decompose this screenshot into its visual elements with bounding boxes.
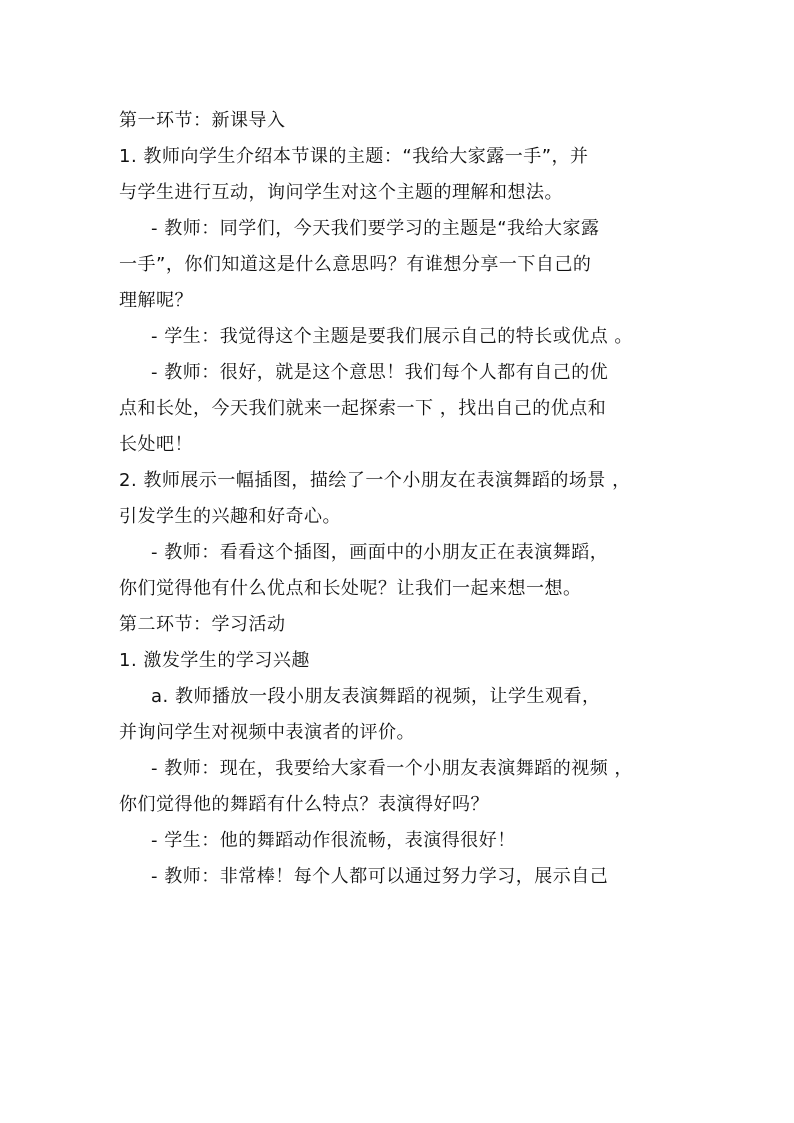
paragraph-line: 与学生进行互动，询问学生对这个主题的理解和想法。 [119, 182, 563, 203]
dialogue-line: - 教师：非常棒！每个人都可以通过努力学习，展示自己 [151, 866, 609, 887]
paragraph-line: 理解呢？ [119, 290, 193, 311]
paragraph-line: 1. 教师向学生介绍本节课的主题：“我给大家露一手”，并 [119, 146, 589, 167]
dialogue-line: - 教师：看看这个插图，画面中的小朋友正在表演舞蹈， [151, 542, 609, 563]
paragraph-line: 并询问学生对视频中表演者的评价。 [119, 722, 415, 743]
paragraph-line: 2. 教师展示一幅插图，描绘了一个小朋友在表演舞蹈的场景 ， [119, 470, 631, 491]
dialogue-line: - 教师：同学们，今天我们要学习的主题是“我给大家露 [151, 218, 600, 239]
dialogue-line: - 学生：他的舞蹈动作很流畅，表演得很好！ [151, 830, 516, 851]
paragraph-line: 引发学生的兴趣和好奇心。 [119, 506, 341, 527]
paragraph-line: 你们觉得他的舞蹈有什么特点？表演得好吗？ [119, 794, 489, 815]
dialogue-line: - 教师：现在，我要给大家看一个小朋友表演舞蹈的视频 ， [151, 758, 633, 779]
paragraph-line: 长处吧！ [119, 434, 193, 455]
paragraph-line: 点和长处，今天我们就来一起探索一下 ，找出自己的优点和 [119, 398, 607, 419]
dialogue-line: - 学生：我觉得这个主题是要我们展示自己的特长或优点 。 [151, 326, 633, 347]
paragraph-line: 你们觉得他有什么优点和长处呢？让我们一起来想一想。 [119, 578, 582, 599]
section-heading-2: 第二环节：学习活动 [119, 614, 286, 635]
document-body [119, 103, 679, 895]
section-heading-1: 第一环节：新课导入 [119, 110, 286, 131]
dialogue-line: a. 教师播放一段小朋友表演舞蹈的视频，让学生观看， [151, 686, 601, 707]
paragraph-line: 一手”，你们知道这是什么意思吗？有谁想分享一下自己的 [119, 254, 592, 275]
dialogue-line: - 教师：很好，就是这个意思！我们每个人都有自己的优 [151, 362, 609, 383]
paragraph-line: 1. 激发学生的学习兴趣 [119, 650, 310, 671]
